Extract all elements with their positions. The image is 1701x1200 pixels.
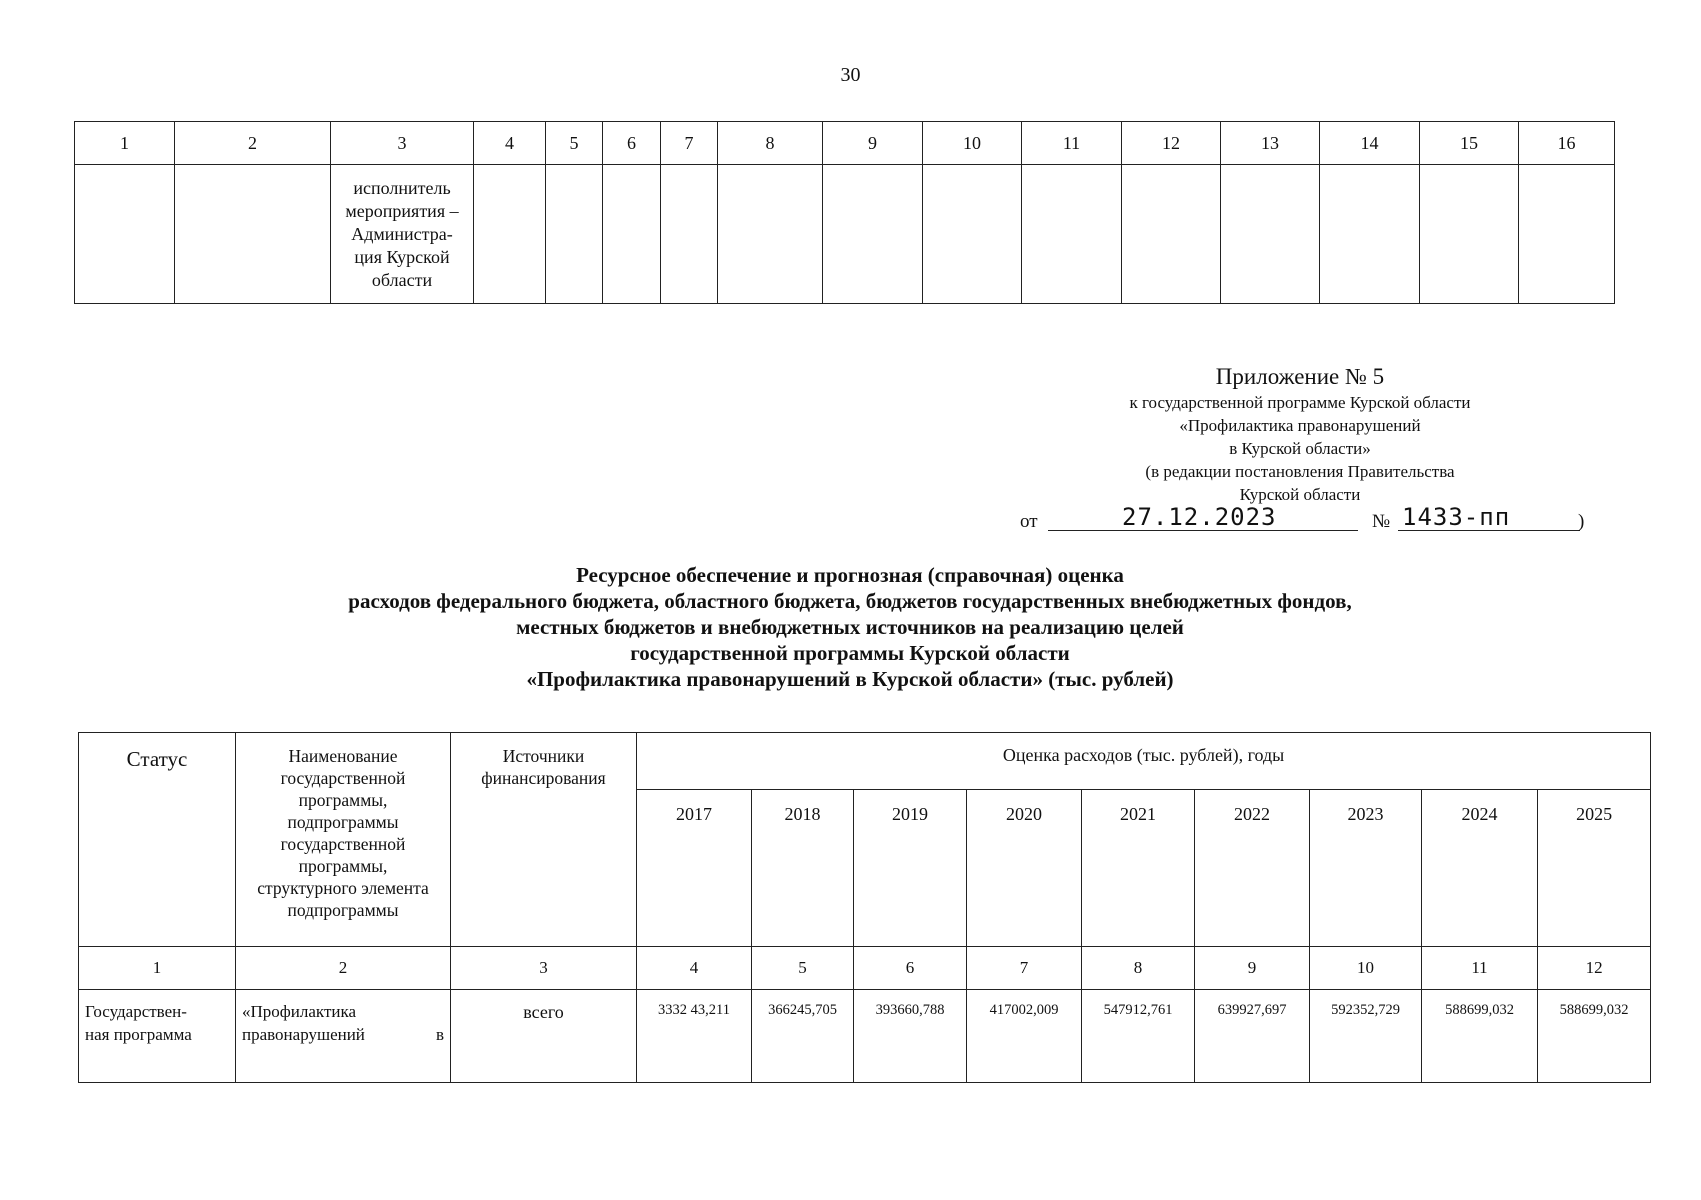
appendix-line: в Курской области» (1229, 439, 1371, 458)
cell-word: в (435, 1025, 444, 1044)
column-number: 1 (79, 947, 236, 990)
column-number-row (75, 122, 1615, 165)
cell-line: Администра- (351, 224, 453, 244)
value-cell: 3332 43,211 (637, 990, 752, 1083)
resolution-date-row (1020, 505, 1590, 537)
number-value: 1433-пп (1402, 503, 1511, 531)
number-label: № (1372, 511, 1391, 532)
table-cell (75, 165, 175, 304)
title-line: Ресурсное обеспечение и прогнозная (справочная) оценка (576, 563, 1124, 587)
column-number: 13 (1221, 122, 1320, 165)
table-row (75, 165, 1615, 304)
executor-cell (331, 165, 474, 304)
header-line: Источники (502, 746, 585, 766)
year-header: 2020 (967, 790, 1082, 947)
value-cell: 588699,032 (1538, 990, 1651, 1083)
column-number: 11 (1422, 947, 1538, 990)
cell-line: ная программа (85, 1025, 192, 1044)
cell-line: ция Курской (354, 247, 450, 267)
column-number: 8 (1082, 947, 1195, 990)
cell-line: исполнитель (353, 178, 451, 198)
title-line: расходов федерального бюджета, областного бюджета, бюджетов государственных внебюджетных фондов, (348, 589, 1352, 613)
header-line: государственной (280, 834, 406, 854)
table-cell (923, 165, 1022, 304)
row-status (79, 990, 236, 1083)
document-title (80, 562, 1620, 692)
table-cell (603, 165, 661, 304)
column-number: 5 (752, 947, 854, 990)
cell-line (242, 1023, 444, 1046)
column-number: 11 (1022, 122, 1122, 165)
date-label: от (1020, 511, 1038, 532)
year-header: 2022 (1195, 790, 1310, 947)
column-number: 2 (175, 122, 331, 165)
value-cell: 588699,032 (1422, 990, 1538, 1083)
date-value: 27.12.2023 (1122, 503, 1277, 531)
column-number: 4 (474, 122, 546, 165)
year-header: 2018 (752, 790, 854, 947)
value-cell: 417002,009 (967, 990, 1082, 1083)
header-line: подпрограммы (287, 900, 399, 920)
value-cell: 592352,729 (1310, 990, 1422, 1083)
column-number: 6 (854, 947, 967, 990)
header-sources (451, 733, 637, 947)
column-number: 10 (1310, 947, 1422, 990)
value-cell: 393660,788 (854, 990, 967, 1083)
table-cell (1122, 165, 1221, 304)
cell-line: области (371, 270, 433, 290)
column-number: 7 (967, 947, 1082, 990)
cell-word: правонарушений (242, 1025, 365, 1044)
table-cell (718, 165, 823, 304)
header-expenses: Оценка расходов (тыс. рублей), годы (637, 733, 1651, 790)
value-cell: 366245,705 (752, 990, 854, 1083)
column-number: 10 (923, 122, 1022, 165)
column-number: 12 (1538, 947, 1651, 990)
table-cell (474, 165, 546, 304)
value-cell: 547912,761 (1082, 990, 1195, 1083)
column-number: 16 (1519, 122, 1615, 165)
column-number: 7 (661, 122, 718, 165)
header-line: структурного элемента (257, 878, 429, 898)
year-header: 2024 (1422, 790, 1538, 947)
appendix-line: Курской области (1239, 485, 1361, 504)
cell-line: мероприятия – (345, 201, 459, 221)
table-row (79, 990, 1651, 1083)
header-line: Наименование (288, 746, 398, 766)
year-header: 2023 (1310, 790, 1422, 947)
column-number: 3 (331, 122, 474, 165)
appendix-title: Приложение № 5 (1215, 364, 1385, 389)
value-cell: 639927,697 (1195, 990, 1310, 1083)
column-number: 3 (451, 947, 637, 990)
cell-line: «Профилактика (242, 1002, 357, 1021)
column-number: 6 (603, 122, 661, 165)
column-number: 9 (1195, 947, 1310, 990)
title-line: государственной программы Курской области (630, 641, 1070, 665)
column-number: 9 (823, 122, 923, 165)
continuation-table (74, 121, 1615, 304)
year-header: 2025 (1538, 790, 1651, 947)
header-line: программы, (298, 790, 388, 810)
row-name (236, 990, 451, 1083)
column-number: 4 (637, 947, 752, 990)
resource-table (78, 732, 1651, 1083)
column-number: 15 (1420, 122, 1519, 165)
year-header: 2021 (1082, 790, 1195, 947)
row-source: всего (451, 990, 637, 1083)
table-cell (1519, 165, 1615, 304)
appendix-line: «Профилактика правонарушений (1179, 416, 1421, 435)
header-row (79, 733, 1651, 790)
header-line: финансирования (481, 768, 606, 788)
header-status: Статус (79, 733, 236, 947)
column-number-row (79, 947, 1651, 990)
column-number: 5 (546, 122, 603, 165)
column-number: 12 (1122, 122, 1221, 165)
table-cell (1022, 165, 1122, 304)
cell-line: Государствен- (85, 1002, 187, 1021)
column-number: 2 (236, 947, 451, 990)
table-cell (823, 165, 923, 304)
table-cell (1320, 165, 1420, 304)
page-number: 30 (840, 64, 861, 86)
header-line: подпрограммы (287, 812, 399, 832)
column-number: 1 (75, 122, 175, 165)
close-paren: ) (1578, 511, 1585, 532)
appendix-line: (в редакции постановления Правительства (1145, 462, 1455, 481)
year-header: 2019 (854, 790, 967, 947)
column-number: 14 (1320, 122, 1420, 165)
header-name (236, 733, 451, 947)
column-number: 8 (718, 122, 823, 165)
appendix-line: к государственной программе Курской области (1129, 393, 1471, 412)
header-line: программы, (298, 856, 388, 876)
year-header: 2017 (637, 790, 752, 947)
table-cell (546, 165, 603, 304)
title-line: «Профилактика правонарушений в Курской области» (тыс. рублей) (526, 667, 1174, 691)
appendix-caption (1030, 391, 1570, 506)
table-cell (175, 165, 331, 304)
table-cell (1420, 165, 1519, 304)
table-cell (1221, 165, 1320, 304)
table-cell (661, 165, 718, 304)
header-line: государственной (280, 768, 406, 788)
title-line: местных бюджетов и внебюджетных источников на реализацию целей (516, 615, 1184, 639)
